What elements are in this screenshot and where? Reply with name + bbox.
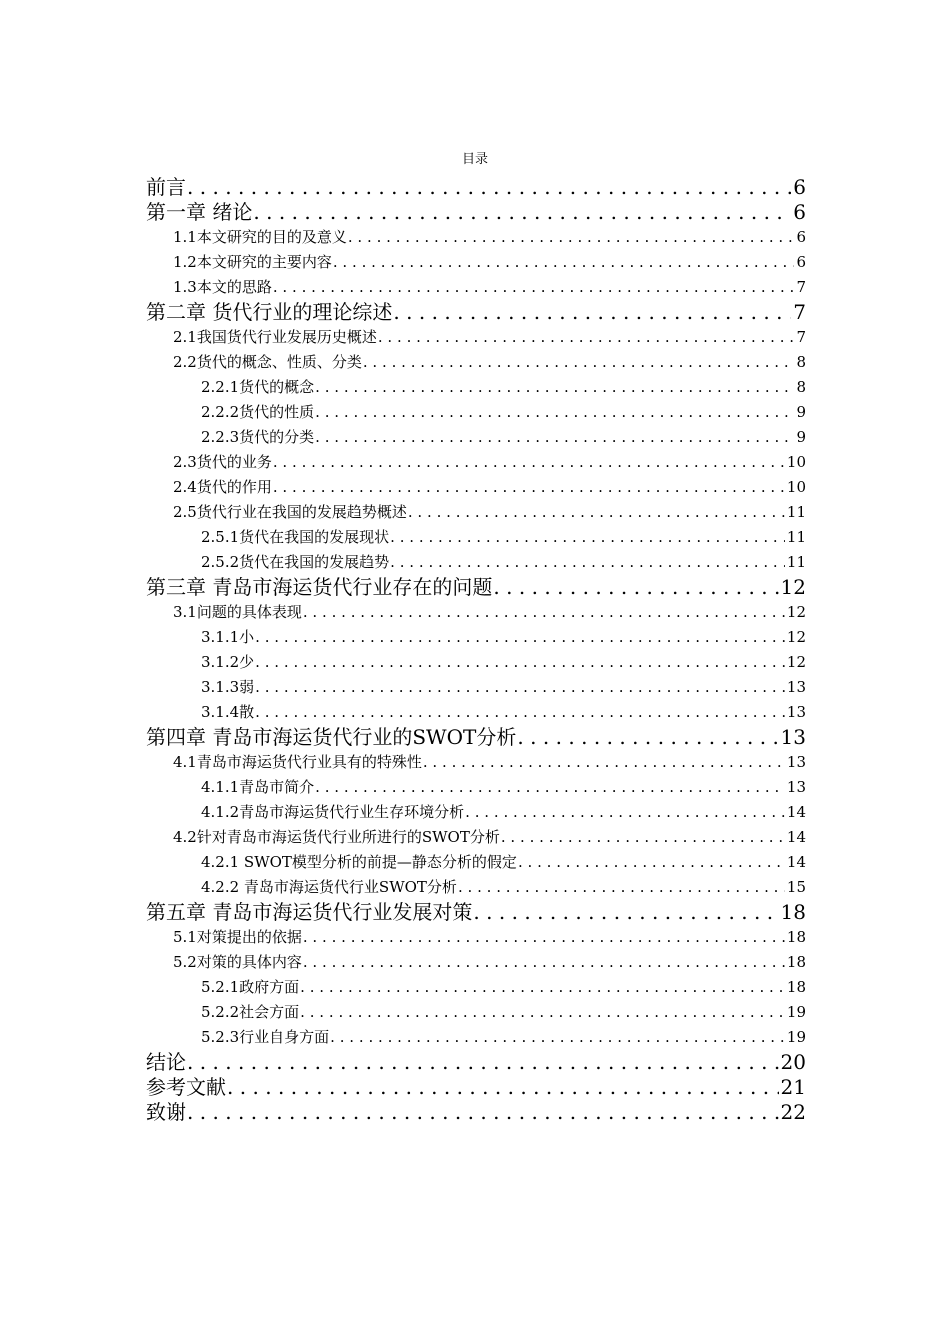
toc-entry-level-2[interactable] [146,950,806,975]
toc-entry-level-1[interactable] [146,1050,806,1075]
toc-entry-title: 2.2.3货代的分类 [201,428,315,446]
toc-dot-leader [254,625,785,650]
toc-entry-level-2[interactable] [146,600,806,625]
toc-dot-leader [332,250,795,275]
toc-entry-level-1[interactable] [146,575,806,600]
toc-dot-leader [329,1025,785,1050]
toc-entry-title: 结论 [146,1050,186,1074]
toc-entry-page-number: 14 [786,803,806,821]
toc-dot-leader [254,700,785,725]
toc-entry-page-number: 6 [793,200,806,224]
toc-entry-title: 第四章 青岛市海运货代行业的SWOT分析 [146,725,517,749]
toc-list [146,175,806,1125]
toc-dot-leader [272,450,785,475]
toc-entry-page-number: 18 [786,953,806,971]
toc-entry-page-number: 22 [780,1100,806,1124]
toc-dot-leader [272,475,785,500]
toc-entry-title: 4.1.2青岛市海运货代行业生存环境分析 [201,803,465,821]
toc-dot-leader [389,525,785,550]
toc-entry-level-2[interactable] [146,825,806,850]
toc-dot-leader [516,725,778,750]
toc-entry-title: 4.2.2 青岛市海运货代行业SWOT分析 [201,878,457,896]
toc-dot-leader [314,375,794,400]
toc-dot-leader [314,400,794,425]
toc-entry-level-2[interactable] [146,500,806,525]
toc-entry-title: 参考文献 [146,1075,226,1099]
toc-entry-title: 4.2针对青岛市海运货代行业所进行的SWOT分析 [173,828,500,846]
toc-dot-leader [299,975,785,1000]
toc-entry-level-1[interactable] [146,725,806,750]
toc-entry-page-number: 18 [780,900,806,924]
toc-entry-title: 4.1.1青岛市简介 [201,778,315,796]
toc-entry-page-number: 19 [786,1003,806,1021]
toc-entry-title: 第一章 绪论 [146,200,253,224]
toc-entry-level-3[interactable] [146,800,806,825]
toc-entry-page-number: 14 [786,853,806,871]
toc-entry-level-2[interactable] [146,275,806,300]
toc-entry-level-3[interactable] [146,850,806,875]
toc-entry-level-3[interactable] [146,775,806,800]
toc-entry-page-number: 10 [786,453,806,471]
toc-entry-level-2[interactable] [146,475,806,500]
toc-entry-page-number: 6 [796,253,806,271]
toc-entry-level-3[interactable] [146,975,806,1000]
toc-entry-title: 1.1本文研究的目的及意义 [173,228,347,246]
toc-dot-leader [492,575,778,600]
toc-dot-leader [254,675,785,700]
toc-entry-page-number: 13 [786,778,806,796]
toc-entry-page-number: 20 [780,1050,806,1074]
toc-entry-level-1[interactable] [146,900,806,925]
toc-dot-leader [392,300,791,325]
toc-dot-leader [254,650,785,675]
toc-entry-title: 2.2货代的概念、性质、分类 [173,353,362,371]
toc-dot-leader [252,200,791,225]
toc-entry-level-1[interactable] [146,1075,806,1100]
toc-entry-page-number: 11 [786,503,806,521]
toc-entry-level-3[interactable] [146,525,806,550]
toc-entry-title: 5.2.1政府方面 [201,978,300,996]
toc-entry-title: 第五章 青岛市海运货代行业发展对策 [146,900,473,924]
toc-entry-level-2[interactable] [146,350,806,375]
toc-entry-page-number: 13 [780,725,806,749]
toc-entry-title: 2.4货代的作用 [173,478,272,496]
toc-entry-title: 致谢 [146,1100,186,1124]
toc-entry-title: 3.1.3弱 [201,678,255,696]
toc-entry-title: 4.2.1 SWOT模型分析的前提—静态分析的假定 [201,853,517,871]
toc-entry-title: 3.1问题的具体表现 [173,603,302,621]
toc-entry-title: 第二章 货代行业的理论综述 [146,300,393,324]
toc-dot-leader [472,900,778,925]
toc-entry-level-2[interactable] [146,225,806,250]
toc-dot-leader [272,275,795,300]
toc-entry-page-number: 19 [786,1028,806,1046]
toc-dot-leader [186,1050,779,1075]
toc-entry-title: 前言 [146,175,186,199]
toc-entry-page-number: 13 [786,703,806,721]
toc-entry-page-number: 9 [796,403,806,421]
toc-entry-title: 5.2对策的具体内容 [173,953,302,971]
toc-dot-leader [302,925,785,950]
toc-entry-level-3[interactable] [146,700,806,725]
toc-entry-page-number: 21 [780,1075,806,1099]
toc-entry-title: 2.2.2货代的性质 [201,403,315,421]
toc-dot-leader [314,425,794,450]
toc-entry-page-number: 13 [786,753,806,771]
toc-entry-level-3[interactable] [146,425,806,450]
toc-entry-title: 2.2.1货代的概念 [201,378,315,396]
toc-entry-level-3[interactable] [146,625,806,650]
toc-dot-leader [464,800,785,825]
toc-entry-page-number: 6 [793,175,806,199]
toc-entry-page-number: 12 [786,628,806,646]
toc-entry-title: 4.1青岛市海运货代行业具有的特殊性 [173,753,422,771]
toc-entry-level-1[interactable] [146,300,806,325]
toc-entry-level-2[interactable] [146,925,806,950]
toc-dot-leader [422,750,785,775]
toc-entry-title: 2.5货代行业在我国的发展趋势概述 [173,503,407,521]
toc-entry-level-3[interactable] [146,875,806,900]
toc-entry-level-3[interactable] [146,650,806,675]
toc-entry-page-number: 13 [786,678,806,696]
toc-entry-page-number: 6 [796,228,806,246]
toc-dot-leader [186,175,791,200]
toc-entry-page-number: 12 [786,603,806,621]
toc-dot-leader [302,600,785,625]
toc-entry-level-3[interactable] [146,375,806,400]
toc-entry-page-number: 7 [796,328,806,346]
toc-entry-page-number: 18 [786,978,806,996]
toc-dot-leader [407,500,785,525]
toc-entry-title: 1.2本文研究的主要内容 [173,253,332,271]
toc-entry-level-3[interactable] [146,675,806,700]
toc-dot-leader [457,875,785,900]
toc-entry-page-number: 10 [786,478,806,496]
toc-dot-leader [377,325,795,350]
toc-entry-level-1[interactable] [146,1100,806,1125]
toc-entry-page-number: 15 [786,878,806,896]
toc-entry-title: 1.3本文的思路 [173,278,272,296]
toc-entry-level-1[interactable] [146,175,806,200]
toc-dot-leader [517,850,785,875]
toc-entry-level-3[interactable] [146,550,806,575]
toc-dot-leader [347,225,795,250]
toc-dot-leader [226,1075,779,1100]
toc-entry-level-1[interactable] [146,200,806,225]
toc-entry-title: 2.5.1货代在我国的发展现状 [201,528,390,546]
toc-entry-level-2[interactable] [146,750,806,775]
toc-entry-page-number: 18 [786,928,806,946]
toc-dot-leader [302,950,785,975]
toc-entry-page-number: 7 [793,300,806,324]
toc-dot-leader [299,1000,785,1025]
toc-entry-title: 5.2.2社会方面 [201,1003,300,1021]
toc-entry-title: 3.1.1小 [201,628,255,646]
toc-dot-leader [186,1100,779,1125]
toc-entry-title: 2.5.2货代在我国的发展趋势 [201,553,390,571]
toc-entry-level-2[interactable] [146,450,806,475]
toc-dot-leader [314,775,785,800]
toc-entry-level-2[interactable] [146,325,806,350]
toc-dot-leader [500,825,785,850]
toc-entry-title: 2.1我国货代行业发展历史概述 [173,328,377,346]
toc-heading: 目录 [461,152,488,167]
toc-entry-level-3[interactable] [146,400,806,425]
toc-entry-title: 5.2.3行业自身方面 [201,1028,330,1046]
toc-entry-page-number: 8 [796,378,806,396]
toc-entry-title: 3.1.2少 [201,653,255,671]
toc-entry-level-2[interactable] [146,250,806,275]
toc-entry-page-number: 11 [786,553,806,571]
toc-entry-page-number: 12 [780,575,806,599]
toc-entry-title: 第三章 青岛市海运货代行业存在的问题 [146,575,493,599]
toc-dot-leader [389,550,785,575]
toc-entry-page-number: 14 [786,828,806,846]
toc-entry-level-3[interactable] [146,1025,806,1050]
toc-entry-page-number: 7 [796,278,806,296]
toc-entry-page-number: 11 [786,528,806,546]
toc-dot-leader [362,350,795,375]
toc-entry-title: 2.3货代的业务 [173,453,272,471]
toc-entry-title: 5.1对策提出的依据 [173,928,302,946]
toc-entry-page-number: 8 [796,353,806,371]
toc-entry-level-3[interactable] [146,1000,806,1025]
toc-entry-title: 3.1.4散 [201,703,255,721]
toc-entry-page-number: 12 [786,653,806,671]
toc-entry-page-number: 9 [796,428,806,446]
